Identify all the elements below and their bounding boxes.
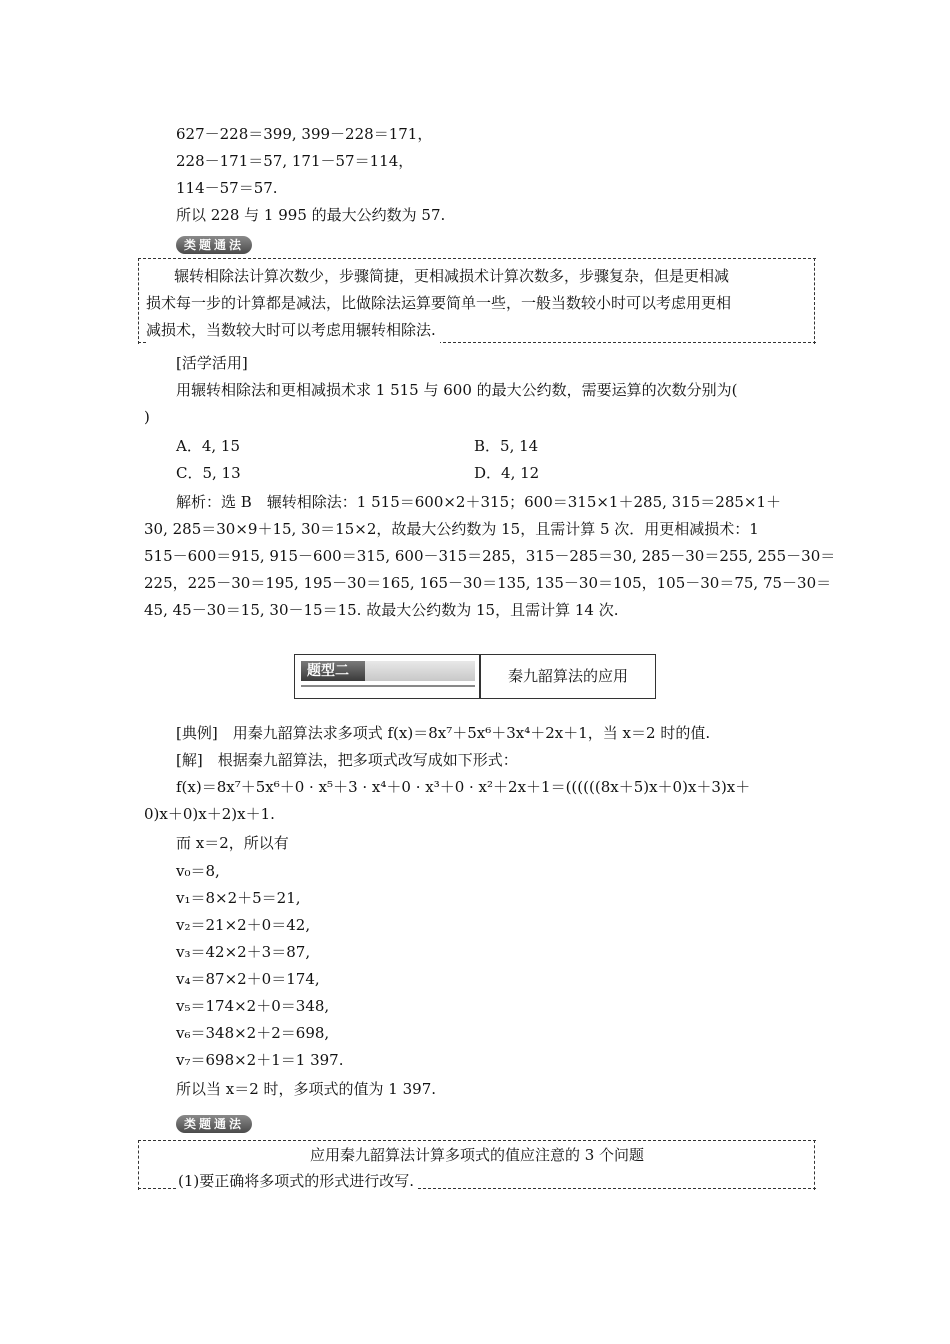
practice-heading: [活学活用] [176,354,248,372]
step-line: v₄＝87×2＋0＝174, [176,970,320,988]
question-text: 用辗转相除法和更相减损术求 1 515 与 600 的最大公约数，需要运算的次数分别为( [176,381,738,399]
method-badge: 类题通法 [176,236,252,254]
method-title: 应用秦九韶算法计算多项式的值应注意的 3 个问题 [309,1146,645,1164]
section-underline [301,685,475,687]
step-line: v₀＝8, [176,862,220,880]
method-text: 辗转相除法计算次数少，步骤简捷，更相减损术计算次数多，步骤复杂，但是更相减 [174,267,730,285]
step-line: v₆＝348×2＋2＝698, [176,1024,330,1042]
solution-text: 45, 45－30＝15, 30－15＝15. 故最大公约数为 15，且需计算 14 次. [144,601,619,619]
text-line: 所以 228 与 1 995 的最大公约数为 57. [176,206,446,224]
method-text: (1)要正确将多项式的形式进行改写. [178,1168,418,1195]
method-box [138,258,816,344]
option-c: C．5, 13 [176,464,241,482]
section-title: 秦九韶算法的应用 [480,654,656,699]
method-badge: 类题通法 [176,1115,252,1133]
option-a: A．4, 15 [176,437,240,455]
text-line: 627－228＝399, 399－228＝171， [176,125,433,143]
solution-text: 解析：选 B 辗转相除法：1 515＝600×2＋315；600＝315×1＋285, 315＝285×1＋ [176,493,782,511]
method-text: 损术每一步的计算都是减法，比做除法运算要简单一些，一般当数较小时可以考虑用更相 [146,294,732,312]
rewrite-line: f(x)＝8x⁷＋5x⁶＋0 · x⁵＋3 · x⁴＋0 · x³＋0 · x²＋2x＋1＝((((((8x＋5)x＋0)x＋3)x＋ [176,778,751,796]
given-line: 而 x＝2，所以有 [176,834,289,852]
step-line: v₁＝8×2＋5＝21, [176,889,301,907]
method-box [138,1140,816,1190]
rewrite-line: 0)x＋0)x＋2)x＋1. [144,805,275,823]
method-text: 减损术，当数较大时可以考虑用辗转相除法. [146,317,440,344]
step-line: v₇＝698×2＋1＝1 397. [176,1051,344,1069]
option-b: B．5, 14 [474,437,539,455]
step-line: v₃＝42×2＋3＝87, [176,943,311,961]
question-text: ) [144,408,150,426]
section-header [294,654,656,699]
section-tag-bar [365,661,475,681]
step-line: v₅＝174×2＋0＝348, [176,997,330,1015]
text-line: 228－171＝57, 171－57＝114， [176,152,414,170]
conclusion-line: 所以当 x＝2 时，多项式的值为 1 397. [176,1080,437,1098]
option-d: D．4, 12 [474,464,540,482]
example-line: [典例] 用秦九韶算法求多项式 f(x)＝8x⁷＋5x⁶＋3x⁴＋2x＋1，当 x＝2 时的值. [176,724,711,742]
step-line: v₂＝21×2＋0＝42, [176,916,311,934]
solution-text: 515－600＝915, 915－600＝315, 600－315＝285，315－285＝30, 285－30＝255, 255－30＝ [144,547,836,565]
section-tag: 题型二 [301,661,371,681]
solution-heading: [解] 根据秦九韶算法，把多项式改写成如下形式： [176,751,518,769]
text-line: 114－57＝57. [176,179,278,197]
solution-text: 30, 285＝30×9＋15, 30＝15×2，故最大公约数为 15，且需计算 5 次．用更相减损术：1 [144,520,759,538]
solution-text: 225，225－30＝195, 195－30＝165, 165－30＝135, 135－30＝105，105－30＝75, 75－30＝ [144,574,832,592]
section-tag-box [294,654,480,699]
